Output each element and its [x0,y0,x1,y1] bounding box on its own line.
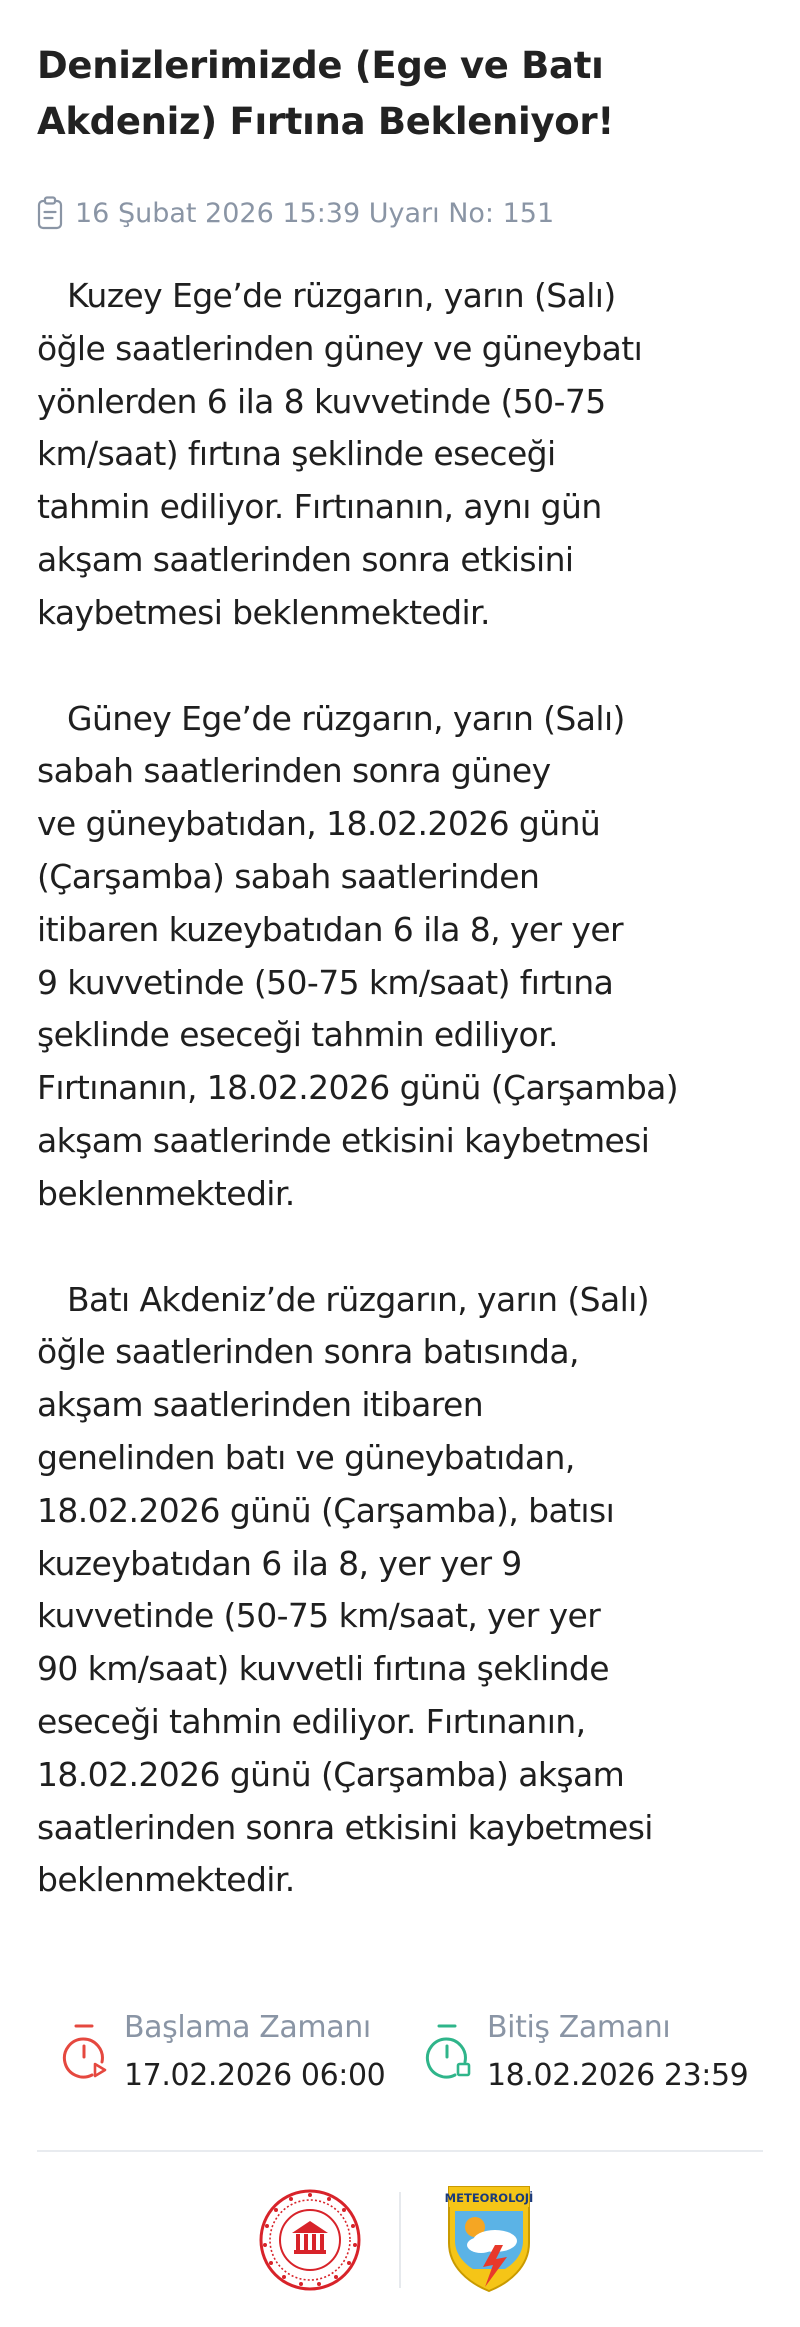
warning-body [37,270,777,1907]
end-time-value: 18.02.2026 23:59 [487,2058,749,2093]
end-time-label: Bitiş Zamanı [487,2010,671,2045]
start-time-label: Başlama Zamanı [124,2010,371,2045]
paragraph-kuzey-ege: Kuzey Ege’de rüzgarın, yarın (Salı) öğle saatlerinden güney ve güneybatı yönlerden 6 ila 8 kuvvetinde (50-75 km/saat) fırtına şeklinde eseceği tahmin ediliyor. Fırtınanın, aynı gün akşam saatlerinden sonra etkisini kaybetmesi beklenmektedir. [37,276,643,632]
clipboard-icon [37,196,63,230]
start-time-value: 17.02.2026 06:00 [124,2058,386,2093]
page-title: Denizlerimizde (Ege ve Batı Akdeniz) Fırtına Bekleniyor! [37,44,614,143]
timer-end-icon [425,2022,473,2082]
meteoroloji-logo-icon [445,2183,533,2295]
end-time-block [425,2006,748,2102]
warning-date-and-number: 16 Şubat 2026 15:39 Uyarı No: 151 [75,197,555,229]
footer-divider [37,2150,763,2152]
ministry-seal-icon [258,2188,362,2292]
paragraph-guney-ege: Güney Ege’de rüzgarın, yarın (Salı) sabah saatlerinden sonra güney ve güneybatıdan, 18.02.2026 günü (Çarşamba) sabah saatlerinden itibaren kuzeybatıdan 6 ila 8, yer yer 9 kuvvetinde (50-75 km/saat) fırtına şeklinde eseceği tahmin ediliyor. Fırtınanın, 18.02.2026 günü (Çarşamba) akşam saatlerinde etkisini kaybetmesi beklenmektedir. [37,698,679,1213]
warning-meta [37,193,554,233]
meteoroloji-logo-text: METEOROLOJİ [445,2191,533,2205]
paragraph-bati-akdeniz: Batı Akdeniz’de rüzgarın, yarın (Salı) öğle saatlerinden sonra batısında, akşam saatlerinden itibaren genelinden batı ve güneybatıdan, 18.02.2026 günü (Çarşamba), batısı kuzeybatıdan 6 ila 8, yer yer 9 kuvvetinde (50-75 km/saat, yer yer 90 km/saat) kuvvetli fırtına şeklinde eseceği tahmin ediliyor. Fırtınanın, 18.02.2026 günü (Çarşamba) akşam saatlerinden sonra etkisini kaybetmesi beklenmektedir. [37,1279,653,1900]
logo-separator [399,2192,401,2288]
start-time-block [62,2006,385,2102]
timer-start-icon [62,2022,110,2082]
